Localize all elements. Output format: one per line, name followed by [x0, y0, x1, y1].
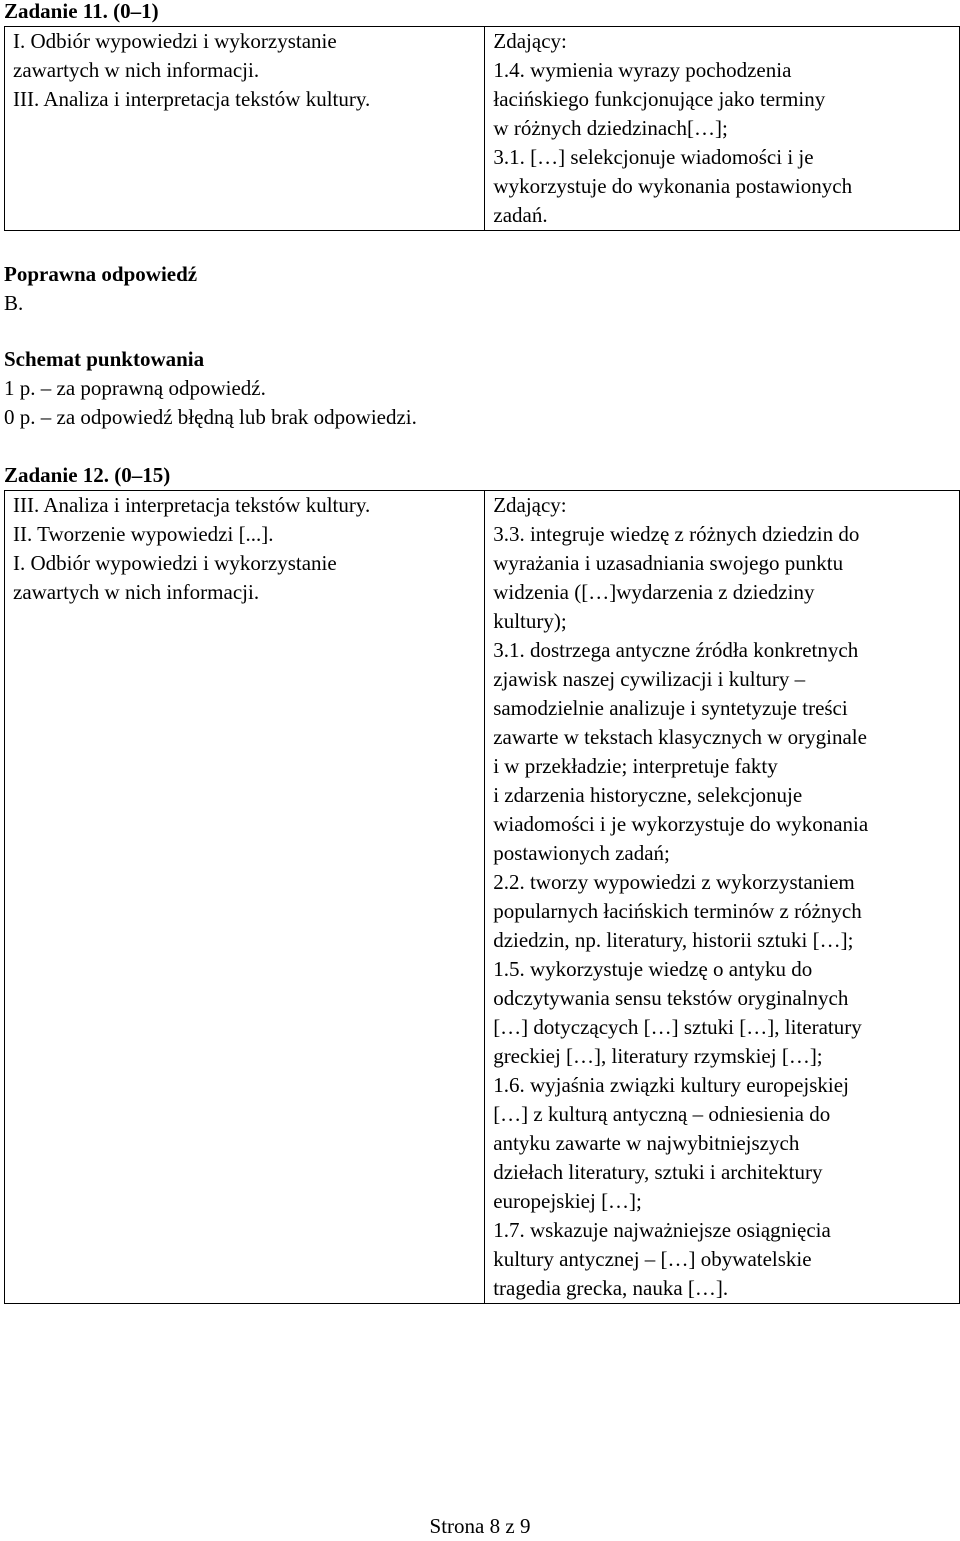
task11-right-line: wykorzystuje do wykonania postawionych	[493, 174, 853, 198]
task12-right-line: 2.2. tworzy wypowiedzi z wykorzystaniem	[493, 870, 855, 894]
task12-right-line: tragedia grecka, nauka […].	[493, 1276, 729, 1300]
task11-title: Zadanie 11. (0–1)	[4, 0, 159, 23]
task12-right-line: 1.6. wyjaśnia związki kultury europejskiej	[493, 1073, 849, 1097]
task12-general-requirements	[5, 491, 485, 1304]
task12-right-line: 3.1. dostrzega antyczne źródła konkretnych	[493, 638, 859, 662]
task11-right-line: w różnych dziedzinach[…];	[493, 116, 728, 140]
task11-left-line: III. Analiza i interpretacja tekstów kultury.	[13, 87, 371, 111]
task12-left-line: zawartych w nich informacji.	[13, 580, 260, 604]
task12-right-line: dziełach literatury, sztuki i architektury	[493, 1160, 823, 1184]
task12-right-line: zjawisk naszej cywilizacji i kultury –	[493, 667, 806, 691]
task11-specific-requirements	[485, 27, 960, 231]
task12-right-line: dziedzin, np. literatury, historii sztuki […];	[493, 928, 854, 952]
scoring-line: 1 p. – za poprawną odpowiedź.	[4, 376, 266, 400]
task11-requirements-table	[4, 26, 960, 231]
task12-right-line: 1.7. wskazuje najważniejsze osiągnięcia	[493, 1218, 831, 1242]
task12-right-line: […] dotyczących […] sztuki […], literatury	[493, 1015, 862, 1039]
task11-right-line: 3.1. […] selekcjonuje wiadomości i je	[493, 145, 814, 169]
task12-right-line: odczytywania sensu tekstów oryginalnych	[493, 986, 849, 1010]
task12-right-line: postawionych zadań;	[493, 841, 670, 865]
task12-right-line: greckiej […], literatury rzymskiej […];	[493, 1044, 823, 1068]
task12-right-line: 3.3. integruje wiedzę z różnych dziedzin do	[493, 522, 860, 546]
task12-right-line: widzenia ([…]wydarzenia z dziedziny	[493, 580, 815, 604]
task12-right-line: i zdarzenia historyczne, selekcjonuje	[493, 783, 803, 807]
task11-left-line: I. Odbiór wypowiedzi i wykorzystanie	[13, 29, 337, 53]
task12-requirements-table	[4, 490, 960, 1304]
task12-right-line: zawarte w tekstach klasycznych w oryginale	[493, 725, 867, 749]
task12-right-line: samodzielnie analizuje i syntetyzuje treści	[493, 696, 848, 720]
task12-right-line: europejskiej […];	[493, 1189, 642, 1213]
task12-right-line: antyku zawarte w najwybitniejszych	[493, 1131, 800, 1155]
task11-right-line: Zdający:	[493, 29, 567, 53]
task12-left-line: II. Tworzenie wypowiedzi [...].	[13, 522, 274, 546]
scoring-line: 0 p. – za odpowiedź błędną lub brak odpowiedzi.	[4, 405, 417, 429]
task12-left-line: III. Analiza i interpretacja tekstów kultury.	[13, 493, 371, 517]
task11-left-line: zawartych w nich informacji.	[13, 58, 260, 82]
task12-right-line: kultury antycznej – […] obywatelskie	[493, 1247, 812, 1271]
task12-right-line: i w przekładzie; interpretuje fakty	[493, 754, 778, 778]
task12-right-line: kultury);	[493, 609, 567, 633]
task12-right-line: popularnych łacińskich terminów z różnych	[493, 899, 862, 923]
task11-general-requirements	[5, 27, 485, 231]
task12-right-line: 1.5. wykorzystuje wiedzę o antyku do	[493, 957, 813, 981]
task12-right-line: Zdający:	[493, 493, 567, 517]
task12-left-line: I. Odbiór wypowiedzi i wykorzystanie	[13, 551, 337, 575]
page-footer: Strona 8 z 9	[429, 1514, 531, 1538]
task12-title: Zadanie 12. (0–15)	[4, 463, 171, 487]
task12-right-line: wiadomości i je wykorzystuje do wykonania	[493, 812, 869, 836]
task11-right-line: łacińskiego funkcjonujące jako terminy	[493, 87, 826, 111]
scoring-heading: Schemat punktowania	[4, 347, 205, 371]
task11-right-line: 1.4. wymienia wyrazy pochodzenia	[493, 58, 792, 82]
task11-right-line: zadań.	[493, 203, 548, 227]
task12-right-line: wyrażania i uzasadniania swojego punktu	[493, 551, 844, 575]
correct-answer-value: B.	[4, 291, 24, 315]
correct-answer-heading: Poprawna odpowiedź	[4, 262, 198, 286]
task12-right-line: […] z kulturą antyczną – odniesienia do	[493, 1102, 831, 1126]
task12-specific-requirements	[485, 491, 960, 1304]
